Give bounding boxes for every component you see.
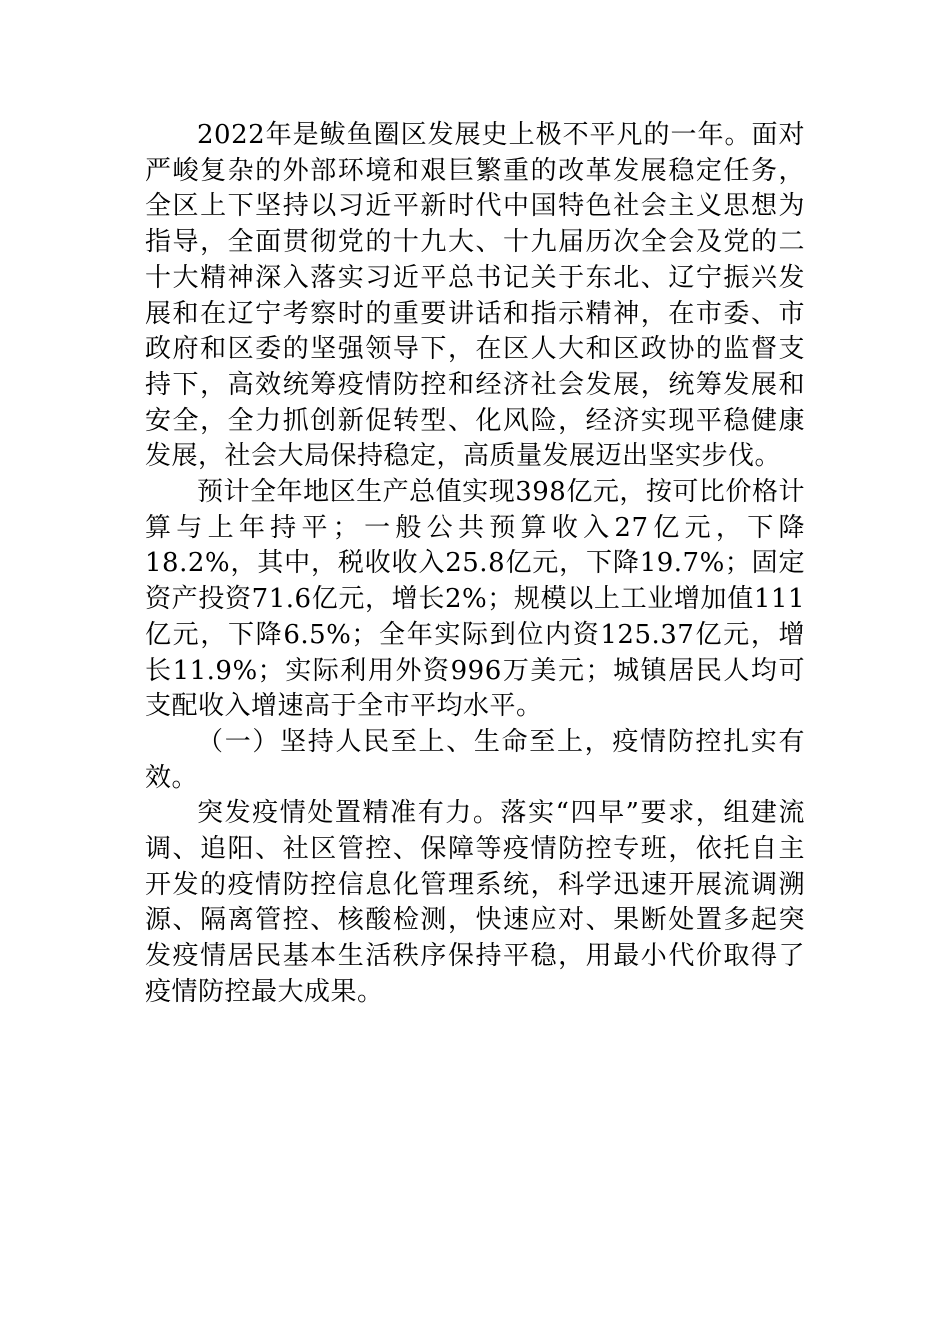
- document-body: [145, 118, 805, 1011]
- economic-summary-paragraph: 预计全年地区生产总值实现398亿元，按可比价格计算与上年持平；一般公共预算收入27亿元，下降18.2%，其中，税收收入25.8亿元，下降19.7%；固定资产投资71.6亿元，增长2%；规模以上工业增加值111亿元，下降6.5%；全年实际到位内资125.37亿元，增长11.9%；实际利用外资996万美元；城镇居民人均可支配收入增速高于全市平均水平。: [145, 477, 805, 722]
- section-heading: （一）坚持人民至上、生命至上，疫情防控扎实有效。: [145, 726, 805, 793]
- epidemic-response-paragraph: 突发疫情处置精准有力。落实“四早”要求，组建流调、追阳、社区管控、保障等疫情防控专班，依托自主开发的疫情防控信息化管理系统，科学迅速开展流调溯源、隔离管控、核酸检测，快速应对、果断处置多起突发疫情居民基本生活秩序保持平稳，用最小代价取得了疫情防控最大成果。: [145, 798, 805, 1007]
- intro-paragraph: 2022年是鲅鱼圈区发展史上极不平凡的一年。面对严峻复杂的外部环境和艰巨繁重的改革发展稳定任务，全区上下坚持以习近平新时代中国特色社会主义思想为指导，全面贯彻党的十九大、十九届历次全会及党的二十大精神深入落实习近平总书记关于东北、辽宁振兴发展和在辽宁考察时的重要讲话和指示精神，在市委、市政府和区委的坚强领导下，在区人大和区政协的监督支持下，高效统筹疫情防控和经济社会发展，统筹发展和安全，全力抓创新促转型、化风险，经济实现平稳健康发展，社会大局保持稳定，高质量发展迈出坚实步伐。: [145, 120, 805, 472]
